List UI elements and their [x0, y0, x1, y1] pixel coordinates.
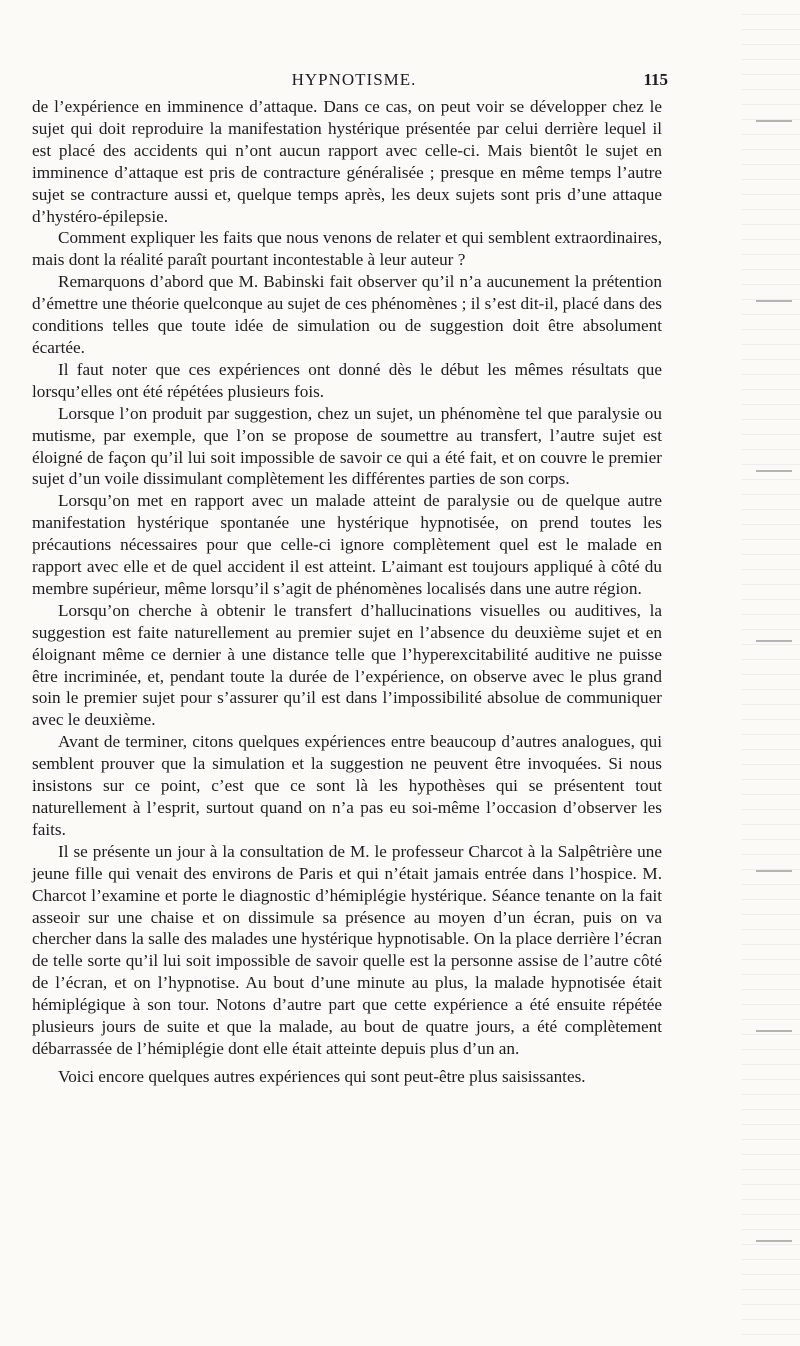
edge-mark	[756, 1030, 792, 1032]
paragraph-3: Remarquons d’abord que M. Babinski fait observer qu’il n’a aucunement la prétention d’émettre une théorie quelconque au sujet de ces phénomènes ; il s’est dit-il, placé dans des conditions telles que toute idée de simulation ou de suggestion doit être absolument écartée.	[32, 272, 662, 357]
paragraph-10: Voici encore quelques autres expériences qui sont peut-être plus saisissantes.	[58, 1066, 586, 1086]
edge-mark	[756, 1240, 792, 1242]
scan-edge-artifact	[742, 0, 800, 1346]
paragraph-7: Lorsqu’on cherche à obtenir le transfert d’hallucinations visuelles ou auditives, la suggestion est faite naturellement au premier sujet en l’absence du deuxième sujet et en éloignant même ce dernier à une distance telle que l’hyperexcitabilité auditive ne puisse être incriminée, et, pendant toute la durée de l’expérience, on observe avec le plus grand soin le premier sujet pour s’assurer qu’il est dans l’impossibilité absolue de communiquer avec le deuxième.	[32, 600, 662, 730]
edge-mark	[756, 640, 792, 642]
paragraph-4: Il faut noter que ces expériences ont donné dès le début les mêmes résultats que lorsqu’elles ont été répétées plusieurs fois.	[32, 359, 662, 401]
paragraph-6: Lorsqu’on met en rapport avec un malade atteint de paralysie ou de quelque autre manifestation hystérique spontanée une hystérique hypnotisée, on prend toutes les précautions nécessaires pour que celle-ci ignore complètement quel est le malade en rapport avec elle et de quel accident il est atteint. L’aimant est toujours appliqué à côté du membre supérieur, même lorsqu’il s’agit de phénomènes localisés dans une autre région.	[32, 491, 662, 598]
paragraph-1: de l’expérience en imminence d’attaque. Dans ce cas, on peut voir se développer chez le sujet qui doit reproduire la manifestation hystérique présentée par celui derrière lequel il est placé des accidents qui n’ont aucun rapport avec celle-ci. Mais bientôt le sujet en imminence d’attaque est pris de contracture généralisée ; presque en même temps l’autre sujet se contracture aussi et, quelque temps après, les deux sujets sont pris d’une attaque d’hystéro-épilepsie.	[32, 97, 662, 226]
paragraph-2: Comment expliquer les faits que nous venons de relater et qui semblent extraordinaires, mais dont la réalité paraît pourtant incontestable à leur auteur ?	[32, 228, 662, 270]
edge-mark	[756, 120, 792, 122]
page-number: 115	[643, 70, 668, 89]
paragraph-8: Avant de terminer, citons quelques expériences entre beaucoup d’autres analogues, qui semblent prouver que la simulation et la suggestion ne peuvent être invoquées. Si nous insistons sur ce point, c’est que ce sont là les hypothèses qui se présentent tout naturellement à l’esprit, surtout quand on n’a pas eu soi-même l’occasion d’observer les faits.	[32, 732, 662, 839]
page-header	[40, 70, 668, 98]
edge-mark	[756, 300, 792, 302]
paragraph-5: Lorsque l’on produit par suggestion, chez un sujet, un phénomène tel que paralysie ou mutisme, par exemple, que l’on se propose de soumettre au transfert, l’autre sujet est éloigné de façon qu’il lui soit impossible de savoir ce qui a été fait, et on couvre le premier sujet d’un voile dissimulant complètement les différentes parties de son corps.	[32, 403, 662, 489]
edge-mark	[756, 870, 792, 872]
paragraph-9: Il se présente un jour à la consultation de M. le professeur Charcot à la Salpêtrière une jeune fille qui venait des environs de Paris et qui n’était jamais entrée dans l’hospice. M. Charcot l’examine et porte le diagnostic d’hémiplégie hystérique. Séance tenante on la fait asseoir sur une chaise et on dissimule sa présence au moyen d’un écran, puis on va chercher dans la salle des malades une hystérique hypnotisable. On la place derrière l’écran de telle sorte qu’il lui soit impossible de savoir quelle est la personne assise de l’autre côté de l’écran, et on l’hypnotise. Au bout d’une minute au plus, la malade hypnotisée était hémiplégique à son tour. Notons d’autre part que cette expérience a été ensuite répétée plusieurs jours de suite et que la malade, au bout de quatre jours, a été complètement débarrassée de l’hémiplégie dont elle était atteinte depuis plus d’un an.	[32, 841, 662, 1058]
edge-mark	[756, 470, 792, 472]
running-title: HYPNOTISME.	[291, 70, 417, 89]
body-text	[32, 96, 662, 1088]
